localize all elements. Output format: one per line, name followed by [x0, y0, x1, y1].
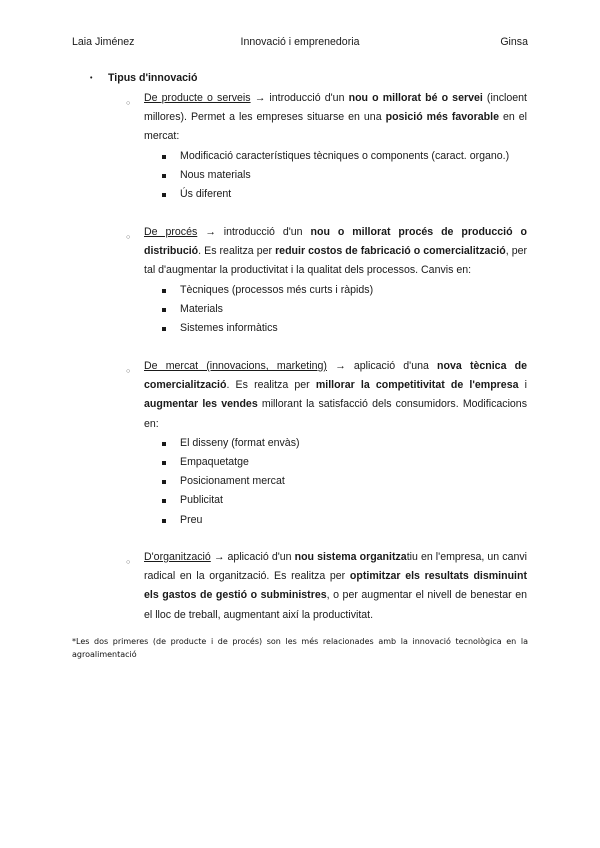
list-item: Preu	[144, 511, 527, 530]
text-run: i	[518, 379, 527, 392]
text-run: , per tal d'augmentar la productivitat i la qualitat dels processos. Canvis en:	[144, 245, 528, 277]
list-item: Ús diferent	[144, 185, 527, 204]
text-run: millorant la satisfacció dels consumidors. Modificacions en:	[144, 398, 527, 430]
section-paragraph	[144, 223, 527, 281]
item-list	[144, 434, 527, 530]
circle-bullet-icon: ○	[126, 234, 131, 241]
list-item: Nous materials	[144, 166, 527, 185]
list-item: Sistemes informàtics	[144, 319, 527, 338]
list-item: Empaquetatge	[144, 453, 527, 472]
footnote: *Les dos primeres (de producte i de procés) son les més relacionades amb la innovació tecnològica en la agroalimentació	[72, 637, 528, 659]
list-item: Materials	[144, 300, 527, 319]
text-run: introducció d'un	[215, 226, 311, 238]
bold-run: millorar la competitivitat de l'empresa	[315, 379, 519, 392]
bold-run: nou o millorat bé o servei	[348, 92, 483, 104]
section-label: De mercat (innovacions, marketing)	[144, 360, 327, 372]
list-item: Modificació característiques tècniques o components (caract. organo.)	[144, 147, 527, 166]
section-label: De producte o serveis	[144, 92, 251, 104]
innovation-market	[126, 357, 527, 530]
bold-run: nou sistema organitza	[294, 551, 407, 563]
text-run: introducció d'un	[265, 92, 349, 104]
arrow-icon: →	[205, 226, 216, 238]
text-run: aplicació d'un	[224, 551, 295, 563]
circle-bullet-icon: ○	[126, 100, 131, 107]
text-run: tiu en l'empresa, un canvi radical en la organització. Es realitza per	[144, 551, 527, 583]
text-run: , o per augmentar el nivell de benestar en el lloc de treball, augmentant així la productivitat.	[144, 589, 527, 621]
section-label: De procés	[144, 226, 198, 238]
list-item: Posicionament mercat	[144, 472, 527, 491]
innovation-product	[126, 89, 528, 204]
section-paragraph	[144, 548, 527, 625]
bold-run: reduir costos de fabricació o comercialització	[275, 245, 506, 258]
circle-bullet-icon: ○	[126, 559, 131, 566]
text-run: . Es realitza per	[226, 379, 316, 392]
header-author: Laia Jiménez	[72, 36, 135, 48]
heading-text: Tipus d'innovació	[108, 72, 198, 84]
innovation-process	[126, 223, 528, 338]
circle-bullet-icon: ○	[126, 368, 131, 375]
section-paragraph	[144, 357, 527, 434]
bold-run: optimitzar els resultats disminuint els gastos de gestió o subministres	[144, 570, 528, 602]
header-title: Innovació i emprenedoria	[240, 36, 360, 48]
item-list	[144, 281, 527, 339]
bold-run: posició més favorable	[385, 111, 499, 124]
bold-run: nou o millorat procés de producció o distribució	[144, 226, 527, 258]
arrow-icon: →	[254, 92, 266, 104]
section-paragraph	[144, 89, 527, 147]
list-item: Tècniques (processos més curts i ràpids)	[144, 281, 527, 300]
bullet-icon: •	[90, 74, 93, 82]
header-right: Ginsa	[500, 36, 528, 48]
text-run: aplicació d'una	[345, 360, 438, 372]
section-heading	[90, 72, 197, 84]
arrow-icon: →	[213, 551, 225, 563]
text-run: en el mercat:	[144, 111, 528, 143]
arrow-icon: →	[335, 360, 346, 372]
list-item: Publicitat	[144, 491, 527, 510]
text-run: (incloent millores). Permet a les empreses situarse en una	[144, 92, 527, 124]
section-label: D'organització	[144, 551, 211, 563]
page-header	[72, 36, 528, 50]
bold-run: augmentar les vendes	[144, 398, 258, 411]
innovation-organization	[126, 548, 528, 625]
item-list	[144, 147, 527, 205]
list-item: El disseny (format envàs)	[144, 434, 527, 453]
text-run: . Es realitza per	[198, 245, 276, 258]
bold-run: nova tècnica de comercialització	[144, 360, 527, 392]
